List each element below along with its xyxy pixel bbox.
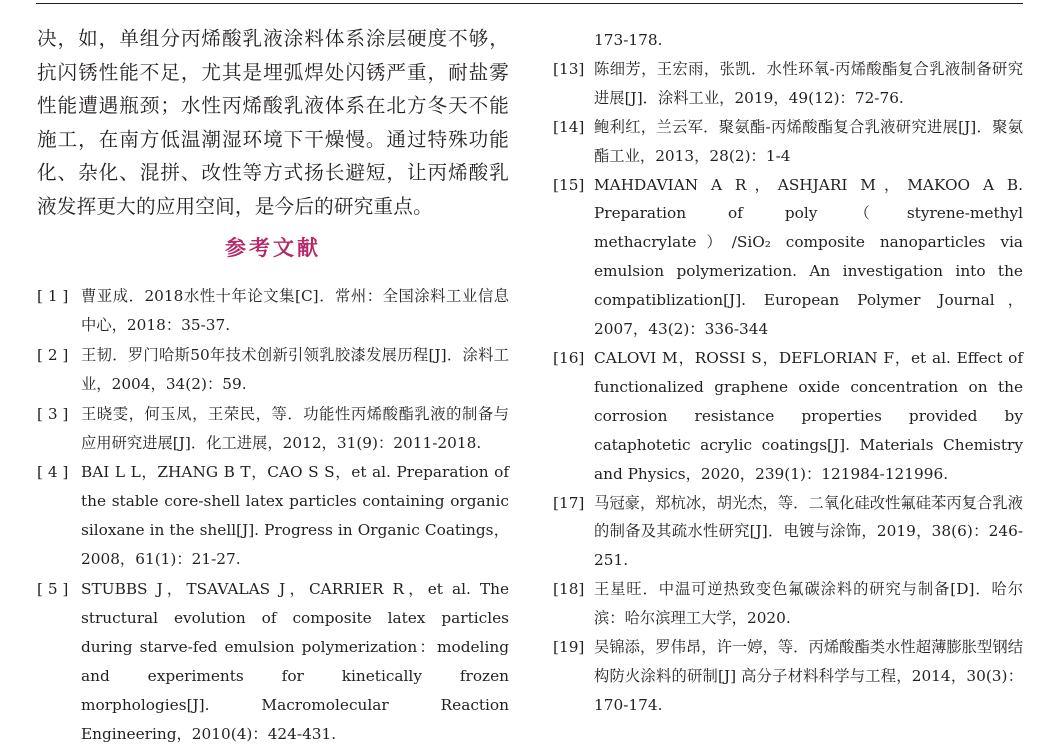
header-rule: [36, 3, 1023, 4]
reference-item: [37, 282, 509, 340]
reference-list-right: [553, 26, 1023, 720]
reference-item: [37, 341, 509, 399]
reference-number: [ 5 ]: [37, 580, 69, 599]
reference-item: [553, 344, 1023, 489]
reference-number: [16]: [553, 348, 585, 367]
reference-item: [553, 489, 1023, 576]
reference-text: 王星旺．中温可逆热致变色氟碳涂料的研究与制备[D]．哈尔滨：哈尔滨理工大学，2020.: [594, 580, 1023, 628]
reference-text: 鲍利红，兰云军．聚氨酯-丙烯酸酯复合乳液研究进展[J]．聚氨酯工业，2013，28(2)：1-4: [594, 117, 1023, 165]
reference-number: [19]: [553, 638, 585, 657]
reference-number: [ 3 ]: [37, 404, 69, 423]
reference-text: BAI L L，ZHANG B T，CAO S S，et al. Preparation of the stable core-shell latex particles containing organic siloxane in the shell[J]. Progress in Organic Coatings，2008，61(1)：21-27.: [81, 463, 509, 569]
reference-item: [37, 400, 509, 458]
reference-number: [18]: [553, 580, 585, 599]
reference-item: [37, 575, 509, 748]
reference-number: [17]: [553, 493, 585, 512]
reference-text: CALOVI M，ROSSI S，DEFLORIAN F，et al. Effect of functionalized graphene oxide concentration on the corrosion resistance properties provided by cataphotetic acrylic coatings[J]. Materials Chemistry and Physics，2020，239(1)：121984-121996.: [594, 348, 1023, 483]
reference-item: [553, 113, 1023, 171]
reference-item: [553, 171, 1023, 344]
reference-list-left: [37, 282, 509, 749]
reference-text: 马冠豪，郑杭冰，胡光杰，等．二氧化硅改性氟硅苯丙复合乳液的制备及其疏水性研究[J]．电镀与涂饰，2019，38(6)：246-251.: [594, 493, 1023, 570]
reference-text: 吴锦添，罗伟昂，许一婷，等．丙烯酸酯类水性超薄膨胀型钢结构防火涂料的研制[J] 高分子材料科学与工程，2014，30(3)：170-174.: [594, 638, 1023, 714]
reference-number: [ 1 ]: [37, 287, 69, 305]
reference-item: [553, 55, 1023, 113]
reference-text: 王晓雯，何玉凤，王荣民，等．功能性丙烯酸酯乳液的制备与应用研究进展[J]．化工进展，2012，31(9)：2011-2018.: [81, 404, 509, 452]
references-heading: 参考文献: [225, 236, 321, 260]
reference-text: 陈细芳，王宏雨，张凯．水性环氧-丙烯酸酯复合乳液制备研究进展[J]．涂料工业，2019，49(12)：72-76.: [594, 59, 1023, 107]
reference-number: [ 4 ]: [37, 463, 69, 482]
reference-text: 曹亚成．2018水性十年论文集[C]．常州：全国涂料工业信息中心，2018：35-37.: [81, 287, 509, 334]
reference-item: [553, 633, 1023, 720]
reference-text: 173-178.: [594, 31, 663, 49]
reference-number: [ 2 ]: [37, 345, 69, 364]
reference-item: [553, 575, 1023, 633]
reference-number: [13]: [553, 59, 585, 78]
reference-text: STUBBS J，TSAVALAS J，CARRIER R，et al. The structural evolution of composite latex particles during starve-fed emulsion polymerization：modeling and experiments for kinetically frozen morphologies[J]. Macromolecular Reaction Engineering，2010(4)：424-431.: [81, 580, 509, 743]
reference-text: MAHDAVIAN A R，ASHJARI M，MAKOO A B. Preparation of poly（styrene-methyl methacrylate）/SiO₂ composite nanoparticles via emulsion polymerization. An investigation into the compatiblization[J]. European Polymer Journal，2007，43(2)：336-344: [594, 175, 1023, 339]
body-paragraph: 决，如，单组分丙烯酸乳液涂料体系涂层硬度不够，抗闪锈性能不足，尤其是埋弧焊处闪锈严重，耐盐雾性能遭遇瓶颈；水性丙烯酸乳液体系在北方冬天不能施工，在南方低温潮湿环境下干燥慢。通过特殊功能化、杂化、混拼、改性等方式扬长避短，让丙烯酸乳液发挥更大的应用空间，是今后的研究重点。: [37, 27, 509, 218]
reference-number: [15]: [553, 175, 585, 194]
reference-continuation: [553, 26, 1023, 55]
reference-number: [14]: [553, 117, 585, 136]
reference-item: [37, 458, 509, 574]
reference-text: 王韧．罗门哈斯50年技术创新引领乳胶漆发展历程[J]．涂料工业，2004，34(2)：59.: [81, 345, 509, 393]
